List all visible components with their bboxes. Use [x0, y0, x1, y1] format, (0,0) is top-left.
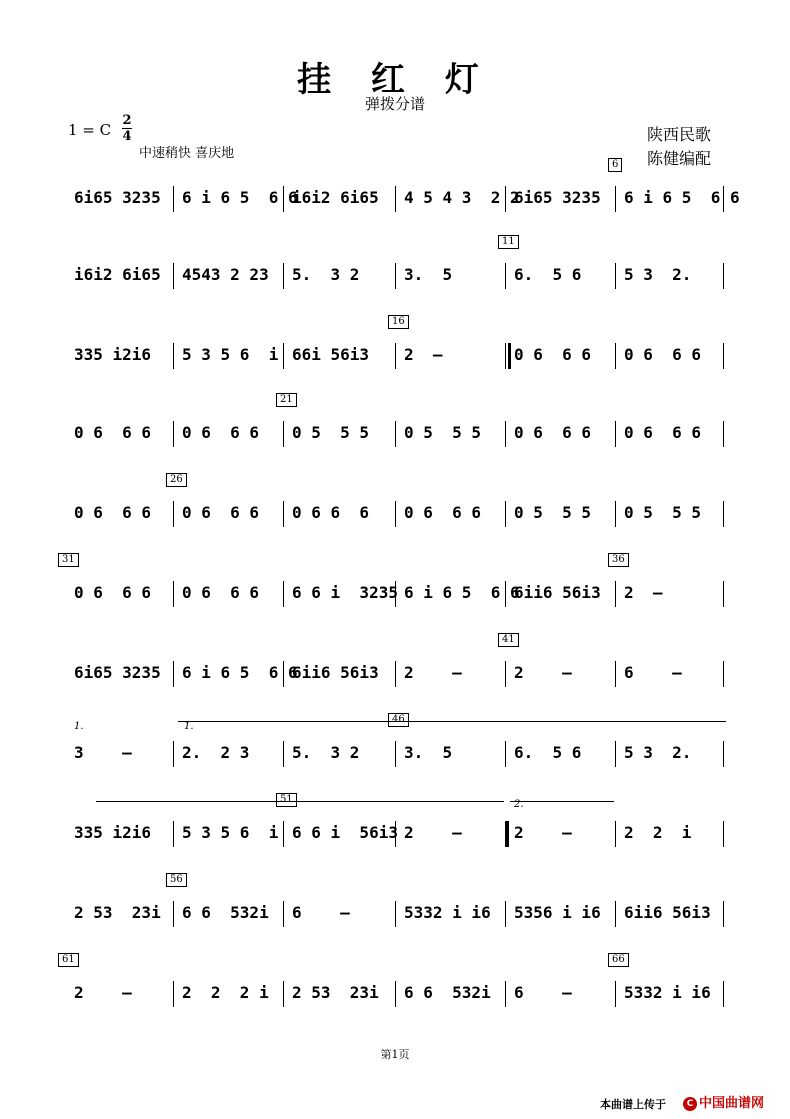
- score-row: [0, 874, 790, 953]
- measure-notes: 0 5 5 5: [624, 503, 702, 522]
- measure: [624, 413, 720, 473]
- bar-line: [615, 186, 616, 212]
- measure-notes: 3. 5: [404, 743, 453, 762]
- measure: [74, 733, 170, 793]
- score-row: [0, 474, 790, 553]
- measure: [74, 178, 170, 238]
- measure: [292, 255, 392, 315]
- bar-line: [395, 501, 396, 527]
- measure-number: 36: [608, 553, 629, 567]
- measure: [624, 493, 720, 553]
- measure: [292, 413, 392, 473]
- measure: [514, 653, 612, 713]
- bar-line: [615, 343, 616, 369]
- bar-line: [395, 186, 396, 212]
- bar-line: [395, 981, 396, 1007]
- bar-line: [283, 421, 284, 447]
- measure: [514, 813, 612, 873]
- bar-line: [615, 981, 616, 1007]
- bar-line: [615, 263, 616, 289]
- bar-line: [723, 263, 724, 289]
- time-sig-top: 2: [122, 113, 132, 128]
- measure: [292, 733, 392, 793]
- bar-line: [395, 263, 396, 289]
- score-row: [0, 394, 790, 473]
- measure-notes: 5. 3 2: [292, 743, 360, 762]
- measure: [182, 573, 280, 633]
- measure-notes: 0 6 6 6: [292, 503, 370, 522]
- upload-note: 本曲谱上传于: [600, 1098, 666, 1111]
- measure-notes: 0 5 5 5: [404, 423, 482, 442]
- measure: [292, 178, 392, 238]
- measure: [292, 335, 392, 395]
- measure-notes: 0 5 5 5: [514, 503, 592, 522]
- measure: [404, 893, 502, 953]
- measure-notes: 5 3 2.: [624, 743, 692, 762]
- bar-line: [173, 821, 174, 847]
- measure: [404, 653, 502, 713]
- score-row: [0, 634, 790, 713]
- bar-line: [505, 263, 506, 289]
- bar-line: [283, 741, 284, 767]
- bar-line: [283, 901, 284, 927]
- measure: [514, 255, 612, 315]
- bar-line: [505, 741, 506, 767]
- measure-notes: 2 –: [404, 823, 462, 842]
- measure-number: 16: [388, 315, 409, 329]
- measure-notes: 5 3 5 6 i: [182, 345, 279, 364]
- score-row: [0, 159, 790, 238]
- site-name: 中国曲谱网: [699, 1096, 765, 1111]
- measure-notes: 0 6 6 6: [624, 345, 702, 364]
- measure: [404, 335, 502, 395]
- measure-notes: 0 6 6 6: [404, 503, 482, 522]
- measure: [182, 255, 280, 315]
- repeat-end-bar: [506, 821, 509, 847]
- measure: [624, 653, 720, 713]
- measure-number: 41: [498, 633, 519, 647]
- bar-line: [283, 821, 284, 847]
- measure: [404, 493, 502, 553]
- bar-line: [505, 981, 506, 1007]
- measure-number: 11: [498, 235, 519, 249]
- bar-line: [173, 501, 174, 527]
- measure: [404, 413, 502, 473]
- measure-notes: 6i65 3235: [74, 663, 161, 682]
- measure: [514, 573, 612, 633]
- bar-line: [395, 421, 396, 447]
- bar-line: [723, 581, 724, 607]
- volta-first-b-label: 1.: [184, 721, 194, 732]
- bar-line: [505, 661, 506, 687]
- measure: [514, 178, 612, 238]
- measure-number: 56: [166, 873, 187, 887]
- measure-notes: 6 i 6 5 6 6: [624, 188, 740, 207]
- measure: [292, 973, 392, 1033]
- measure-notes: 6 –: [514, 983, 572, 1002]
- measure-notes: 0 6 6 6: [624, 423, 702, 442]
- bar-line: [723, 981, 724, 1007]
- measure-notes: 5 3 5 6 i: [182, 823, 279, 842]
- bar-line: [723, 661, 724, 687]
- bar-line: [395, 901, 396, 927]
- bar-line: [615, 661, 616, 687]
- measure: [74, 893, 170, 953]
- origin-credit: 陕西民歌: [647, 125, 712, 144]
- bar-line: [395, 661, 396, 687]
- bar-line: [283, 581, 284, 607]
- measure-notes: 6 –: [624, 663, 682, 682]
- measure: [292, 493, 392, 553]
- repeat-start-bar: [508, 343, 511, 369]
- volta-second-label: 2.: [514, 799, 524, 810]
- bar-line: [723, 501, 724, 527]
- measure: [514, 413, 612, 473]
- measure-notes: 0 6 6 6: [182, 423, 260, 442]
- measure-number: 51: [276, 793, 297, 807]
- bar-line: [505, 421, 506, 447]
- measure: [182, 493, 280, 553]
- measure-notes: 2 53 23i: [74, 903, 161, 922]
- subtitle: 弹拨分谱: [364, 95, 425, 113]
- measure: [624, 973, 720, 1033]
- volta-first-label: 1.: [74, 721, 84, 732]
- bar-line: [283, 981, 284, 1007]
- measure-notes: 3. 5: [404, 265, 453, 284]
- measure-notes: 2 –: [514, 823, 572, 842]
- measure-notes: 2 2 2 i: [182, 983, 269, 1002]
- measure-notes: 2 –: [404, 663, 462, 682]
- bar-line: [173, 263, 174, 289]
- measure: [74, 573, 170, 633]
- measure-notes: 6 –: [292, 903, 350, 922]
- score-row: [0, 554, 790, 633]
- measure-notes: 0 6 6 6: [182, 583, 260, 602]
- measure: [182, 893, 280, 953]
- measure-notes: i6i2 6i65: [292, 188, 379, 207]
- measure: [292, 573, 398, 633]
- measure-number: 61: [58, 953, 79, 967]
- measure-notes: 5356 i i6: [514, 903, 601, 922]
- measure-notes: 6ii6 56i3: [514, 583, 601, 602]
- measure-number: 21: [276, 393, 297, 407]
- measure-notes: 2 53 23i: [292, 983, 379, 1002]
- measure: [514, 893, 612, 953]
- measure-notes: 5. 3 2: [292, 265, 360, 284]
- measure: [292, 813, 398, 873]
- measure: [182, 178, 298, 238]
- measure-notes: 6 i 6 5 6 6: [182, 188, 298, 207]
- bar-line: [173, 661, 174, 687]
- bar-line: [173, 981, 174, 1007]
- measure: [404, 178, 520, 238]
- measure: [182, 733, 280, 793]
- measure: [514, 973, 612, 1033]
- measure: [74, 413, 170, 473]
- score-row: [0, 794, 790, 873]
- measure: [182, 973, 280, 1033]
- measure: [182, 413, 280, 473]
- bar-line: [723, 741, 724, 767]
- measure: [404, 255, 502, 315]
- bar-line: [505, 343, 506, 369]
- bar-line: [173, 581, 174, 607]
- measure: [182, 813, 280, 873]
- measure-notes: i6i2 6i65: [74, 265, 161, 284]
- bar-line: [173, 741, 174, 767]
- score-row: [0, 236, 790, 315]
- measure-notes: 2. 2 3: [182, 743, 250, 762]
- measure-notes: 0 6 6 6: [74, 583, 152, 602]
- bar-line: [723, 901, 724, 927]
- measure: [514, 733, 612, 793]
- bar-line: [173, 421, 174, 447]
- measure-notes: 6i65 3235: [74, 188, 161, 207]
- measure-notes: 6ii6 56i3: [624, 903, 711, 922]
- bar-line: [505, 901, 506, 927]
- measure-notes: 5 3 2.: [624, 265, 692, 284]
- measure: [404, 733, 502, 793]
- measure: [74, 335, 170, 395]
- measure-number: 31: [58, 553, 79, 567]
- measure-notes: 6i65 3235: [514, 188, 601, 207]
- measure-notes: 4 5 4 3 2 2: [404, 188, 520, 207]
- score-row: [0, 714, 790, 793]
- measure: [74, 973, 170, 1033]
- bar-line: [723, 343, 724, 369]
- volta-line: [178, 721, 726, 722]
- measure: [624, 893, 720, 953]
- measure-number: 26: [166, 473, 187, 487]
- measure-notes: 335 i2i6: [74, 345, 152, 364]
- measure: [74, 255, 170, 315]
- measure-notes: 0 6 6 6: [74, 423, 152, 442]
- bar-line: [615, 821, 616, 847]
- measure-number: 46: [388, 713, 409, 727]
- time-sig-bottom: 4: [122, 129, 132, 144]
- measure: [74, 813, 170, 873]
- measure-notes: 2 2 i: [624, 823, 692, 842]
- measure: [182, 653, 298, 713]
- volta-line: [96, 801, 504, 802]
- measure-notes: 2 –: [404, 345, 443, 364]
- bar-line: [283, 263, 284, 289]
- measure-notes: 6 i 6 5 6 6: [182, 663, 298, 682]
- bar-line: [723, 821, 724, 847]
- measure-notes: 2 –: [624, 583, 663, 602]
- bar-line: [615, 501, 616, 527]
- measure-notes: 6 i 6 5 6 6: [404, 583, 520, 602]
- measure-notes: 6 6 i 3235: [292, 583, 398, 602]
- measure-notes: 6. 5 6: [514, 743, 582, 762]
- measure-notes: 66i 56i3: [292, 345, 370, 364]
- measure-number: 66: [608, 953, 629, 967]
- bar-line: [505, 501, 506, 527]
- bar-line: [615, 741, 616, 767]
- tempo-marking: 中速稍快 喜庆地: [139, 146, 235, 161]
- measure: [514, 335, 612, 395]
- measure: [74, 653, 170, 713]
- measure-notes: 0 5 5 5: [292, 423, 370, 442]
- measure-notes: 5332 i i6: [624, 983, 711, 1002]
- bar-line: [723, 421, 724, 447]
- bar-line: [395, 741, 396, 767]
- time-signature: [122, 114, 132, 143]
- measure-notes: 6. 5 6: [514, 265, 582, 284]
- measure: [624, 733, 720, 793]
- measure: [292, 653, 392, 713]
- measure: [624, 178, 740, 238]
- measure: [624, 255, 720, 315]
- bar-line: [173, 901, 174, 927]
- measure-notes: 6 6 532i: [404, 983, 491, 1002]
- measure-notes: 6 6 532i: [182, 903, 269, 922]
- measure: [624, 573, 720, 633]
- measure: [182, 335, 280, 395]
- measure-number: 6: [608, 158, 622, 172]
- site-logo-icon: C: [683, 1097, 697, 1111]
- measure: [74, 493, 170, 553]
- measure: [404, 813, 502, 873]
- volta-line: [510, 801, 614, 802]
- measure-notes: 0 6 6 6: [182, 503, 260, 522]
- measure-notes: 0 6 6 6: [514, 423, 592, 442]
- measure-notes: 335 i2i6: [74, 823, 152, 842]
- bar-line: [615, 901, 616, 927]
- measure-notes: 3 –: [74, 743, 132, 762]
- bar-line: [173, 186, 174, 212]
- bar-line: [283, 501, 284, 527]
- measure-notes: 2 –: [74, 983, 132, 1002]
- page-number: 第1页: [380, 1048, 410, 1061]
- bar-line: [395, 343, 396, 369]
- measure-notes: 0 6 6 6: [514, 345, 592, 364]
- key-signature: 1 = C: [68, 121, 112, 139]
- measure-notes: 2 –: [514, 663, 572, 682]
- measure: [514, 493, 612, 553]
- measure: [292, 893, 392, 953]
- score-row: [0, 954, 790, 1033]
- measure-notes: 6 6 i 56i3: [292, 823, 398, 842]
- bar-line: [173, 343, 174, 369]
- measure: [404, 973, 502, 1033]
- score-row: [0, 316, 790, 395]
- title: 挂 红 灯: [297, 60, 493, 100]
- arranger-credit: 陈健编配: [647, 149, 712, 168]
- bar-line: [615, 421, 616, 447]
- site-logo: [683, 1092, 764, 1111]
- measure-notes: 0 6 6 6: [74, 503, 152, 522]
- measure-notes: 5332 i i6: [404, 903, 491, 922]
- bar-line: [283, 343, 284, 369]
- measure-notes: 4543 2 23: [182, 265, 269, 284]
- bar-line: [615, 581, 616, 607]
- measure: [404, 573, 520, 633]
- measure: [624, 813, 720, 873]
- measure: [624, 335, 720, 395]
- measure-notes: 6ii6 56i3: [292, 663, 379, 682]
